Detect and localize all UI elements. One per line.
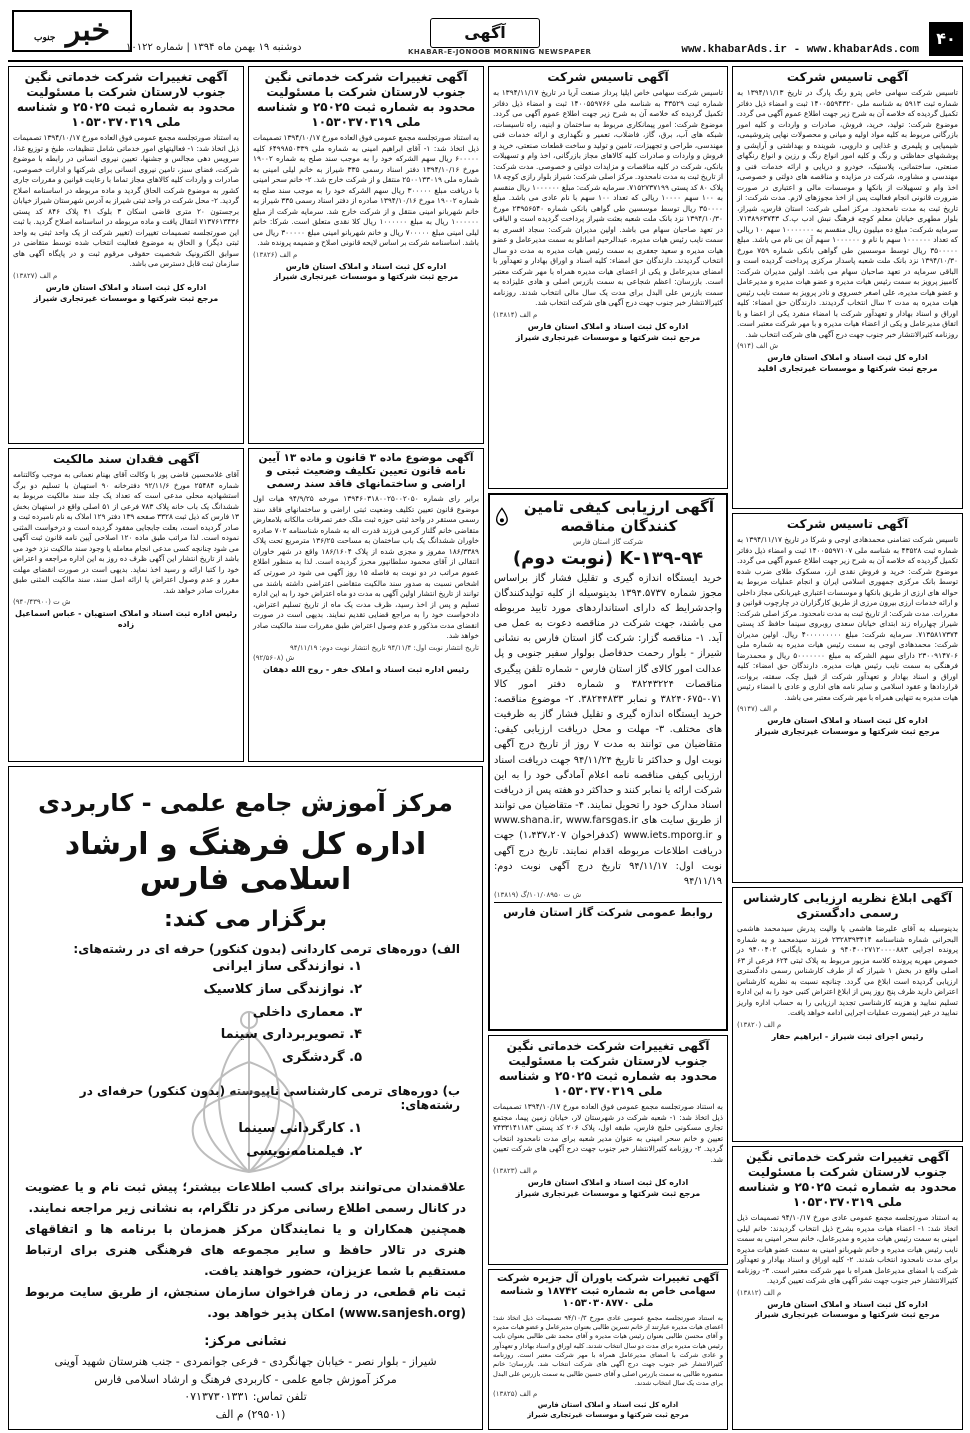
ad-body: خرید ایستگاه اندازه گیری و تقلیل فشار گاز براساس مجوز شماره ۱۳۹۴.۵۷۳۷ بدینوسیله از کلیه تولیدکنندگان واجدشرایط که دارای استانداردهای مورد تایید مربوطه می باشند، جهت شرکت در مناقصه دعوت به عمل می آید. ۱- مناقصه گزار: شرکت گاز استان فارس به نشانی شیراز - بلوار رحمت حدفاصل بولوار سفیر جنوبی و پل عدالت امور کالای گاز استان فارس - شماره تلفن پیگیری مناقصات ۳۸۲۴۳۲۲۴ و شماره دفتر امور کالا ۰۷۱-۳۸۲۴۰۶۷۵ و نمابر ۳۸۲۴۴۸۳۳. ۲- موضوع مناقصه: خرید ایستگاه اندازه گیری و تقلیل فشار گاز به ظرفیت های مختلف. ۳- مهلت و محل دریافت ارزیابی کیفی: متقاضیان می توانند به مدت ۷ روز از تاریخ درج آگهی نوبت اول و حداکثر تا تاریخ ۹۴/۱۱/۲۴ جهت دریافت اسناد ارزیابی کیفی مناقصه نامه اعلام آمادگی خود را به این شرکت ارائه یا نمابر کنند و حداکثر دو هفته پس از دریافت اسناد مدارک خود را تحویل نمایند. ۴- متقاضیان می توانند از طریق سایت های www.shana.ir, www.farsgas.ir و www.iets.mporg.ir (کدفراخوان ۱،۴۳۷،۲۰۷) جهت دریافت اطلاعات مربوطه اقدام نمایند. تاریخ درج آگهی نوبت اول: ۹۴/۱۱/۱۷ تاریخ درج آگهی نوبت دوم: ۹۴/۱۱/۱۹	[494, 572, 723, 887]
masthead	[8, 8, 963, 62]
ad-code: (۱۳۸۲۷) م الف	[13, 271, 58, 280]
ad-company-change-col2	[488, 1035, 728, 1265]
ad-body: تاسیس شرکت سهامی خاص پترو رنگ پارگ در تاریخ ۱۳۹۴/۱۱/۱۳ به شماره ثبت ۵۹۱۳ به شناسه ملی ۱۴۰۰۵۵۹۴۳۲۰ ثبت و امضاء ذیل دفاتر تکمیل گردیده که خلاصه آن به شرح زیر جهت اطلاع عموم آگهی می گردد. موضوع شرکت: تولید، خرید، فروش، صادرات و واردات و کلیه امور بازرگانی مربوط به کلیه مواد اولیه و میانی و محصولات نهایی پتروشیمی، شیمیایی و پلیمری و غذایی و دارویی، شوینده و بهداشتی و آرایشی و پوششهای حفاظتی و رنگ و کلیه امور انواع رنگ و رزین و انواع رنگهای صنعتی، ساختمانی، پلاستیک، خودرو و دریایی و ارائه خدمات فنی و مهندسی و مشاوره، شرکت در مزایده و مناقصه های دولتی و خصوصی، اخذ وام و تسهیلات از بانکها و موسسات مالی و اعتباری در صورت ضرورت قانونی انجام فعالیت پس از اخذ مجوزهای لازم. مدت شرکت: از تاریخ ثبت به مدت نامحدود. مرکز اصلی شرکت: استان فارس، شیراز، بلوار مطهری خیابان معلم کوچه فرهنگ نبش ادب پ.ک ۷۱۳۸۹۶۳۷۴۳. سرمایه شرکت: مبلغ ده میلیون ریال منقسم به ۱۰۰۰۰۰۰۰ سهم ۱۰ ریالی که تعداد ۱۰۰۰۰۰۰ سهم با نام و ۱۰۰۰۰۰۰ سهم آن بی نام می باشد. مبلغ ۳۵۰۰۰۰۰ ریال توسط موسسین طی گواهی بانکی شماره ۷۵۹ مورخ ۱۳۹۴/۱۰/۳۰ نزد بانک ملت شعبه پاسدار مرکزی پرداخت گردیده است و الباقی سرمایه در تعهد صاحبان سهام می باشد. اولین مدیران شرکت: کامبیز پرویز به سمت رئیس هیات مدیره و عضو هیات مدیره و مدیرعامل و عضو هیات مدیره، علی اصغر خسروی و نادر پرویز به سمت نایب رئیس هیات مدیره به مدت ۲ سال انتخاب گردیدند. دارندگان حق امضاء: کلیه اوراق و اسناد بهادار و تعهدآور شرکت با امضاء منفرد یکی از اعضا و با اتفاق مدیرعامل و یکی از اعضاء هیات مدیره و با مهر شرکت معتبر است. روزنامه کثیرالانتشار خبر جنوب جهت درج آگهی های شرکت انتخاب شد.	[737, 88, 959, 339]
info-paragraph-1: علاقمندان می‌توانند برای کسب اطلاعات بیشتر؛ پیش ثبت نام و یا عضویت در کانال رسمی اطلاع رسانی مرکز در تلگرام، به نشانی زیر مراجعه نمایند.	[25, 1180, 466, 1216]
list-item: ۴. تصویربرداری سینما	[220, 1027, 362, 1043]
ad-code: (۱۳۸۲۵) م الف	[493, 1390, 538, 1399]
ad-signature: رئیس اداره ثبت اسناد و املاک خفر - روح الله دهقان	[263, 664, 469, 674]
ad-body: تاسیس شرکت تضامنی محمدهادی اوجی و شرکا در تاریخ ۱۳۹۴/۱۱/۱۷ به شماره ثبت ۴۳۵۲۸ به شناسه ملی ۱۴۰۰۵۵۹۷۱۰۷ ثبت و امضاء ذیل دفاتر تکمیل گردیده که خلاصه آن به شرح زیر جهت اطلاع عموم آگهی می گردد. موضوع شرکت: خرید و فروش نقدی ارز، مسکوک طلای ضرب شده توسط بانک مرکزی جمهوری اسلامی ایران و انجام عملیات مربوط به حواله های ارزی از طریق بانکها و موسسات اعتباری غیربانکی مجاز داخلی و ارائه خدمات ارزی بیرون مرزی از طریق کارگزاران در چارچوب قوانین و مقررات. مدت شرکت: از تاریخ ثبت به مدت نامحدود. مرکز اصلی شرکت: شیراز چهارراه زند ابتدای خیابان سعدی روبروی سینما حافظ کد پستی ۷۱۳۵۸۱۷۳۷۴. سرمایه شرکت: مبلغ ۴۰۰۰۰۰۰۰۰۰ ریال. اولین مدیران شرکت: محمدهادی اوجی به سمت رئیس هیات مدیره به شماره ملی ۲۳۰۰۹۱۴۷۰۶ دارای سهم الشرکه به مبلغ ۵۰۰۰۰۰۰۰ ریال و محمدرضا فرهنگی به سمت نایب رئیس هیات مدیره. دارندگان حق امضاء: کلیه اوراق و اسناد بهادار و تعهدآور شرکت از قبیل چک، سفته، بروات، قراردادها و عقود اسلامی و سایر نامه های اداری و عادی با امضاء رئیس هیات مدیره به تنهایی همراه با مهر شرکت معتبر می باشد.	[737, 535, 959, 702]
ad-signature: اداره کل ثبت اسناد و املاک استان فارس مرجع ثبت شرکتها و موسسات غیرتجاری شیراز	[515, 321, 701, 342]
gas-logo-row	[494, 498, 722, 536]
newspaper-logo	[12, 10, 132, 52]
ad-body: به استناد صورتجلسه مجمع عمومی فوق العاده مورخ ۱۳۹۴/۱۰/۱۷ تصمیمات ذیل اتخاذ شد: ۱- آقای ابراهیم امینی به شماره ملی ۶۴۹۹۸۵۰۳۳۹ کلیه ۶۰۰۰۰۰ ریال سهم الشرکه خود را به موجب سند صلح به شماره ۱۹۰۰۲ مورخ ۱۳۹۴/۱۰/۱۶ دفتر اسناد رسمی ۳۳۵ شیراز به خانم لیلی امینی به شماره ملی ۲۵۰۰۱۳۳۰۱۹ منتقل و از شرکت خارج شد. ۲- خانم سحر امینی با دریافت مبلغ ۳۰۰۰۰۰ ریال سهم الشرکه خود را به موجب سند صلح به شماره ۱۹۰۰۲ مورخ ۱۳۹۴/۱۰/۱۶ صادره از دفتر اسناد رسمی ۳۳۵ شیراز به خانم شهربانو امینی منتقل و از شرکت خارج شد. سرمایه شرکت از مبلغ ۱۰۰۰۰۰۰ ریال به مبلغ ۱۰۰۰۰۰۰ ریال کلا نقدی متعلق است. شرکا: خانم لیلی امینی مبلغ ۷۰۰۰۰۰ ریال و خانم شهربانو امینی مبلغ ۳۰۰۰۰۰ ریال می باشد. اساسنامه شرکت بر اساس لایحه قانونی اصلاح و ضمیمه پرونده شد.	[253, 133, 480, 248]
ad-body: بدینوسیله به آقای علیرضا هاشمی یا والیت پدرش سیدمحمد هاشمی البحرانی شماره شناسنامه ۲۳۲۸۳۹۳۴۱۴ فرزند سیدمحمد و به شماره پرونده اجرایی ۹۴۰۴۰۰۲۷۱۲۰۰۰۰۸۸۳ و شماره بایگانی ۹۴۰۰۴۰۲ در خصوص مهریه پرونده کلاسه مزبور مربوط به پلاک ثبتی ۶۲۴ فرعی از ۶۳ اصلی واقع در بخش ۱ شیراز که از طرف کارشناس رسمی دادگستری ارزیابی گردیده است ابلاغ می گردد. چنانچه نسبت به نظریه کارشناس اعتراض دارید ظرف پنج روز پس از ابلاغ اعتراض کتبی خود را به این اداره تسلیم نمایید و هزینه کارشناسی تجدید ارزیابی را به حساب اداره واریز نمایید در غیر اینصورت عملیات اجرایی ادامه خواهد یافت.	[737, 924, 959, 1018]
issue-date: دوشنبه ۱۹ بهمن ماه ۱۳۹۴ | شماره ۱۰۱۲۲	[126, 42, 302, 53]
ad-signature: اداره کل ثبت اسناد و املاک استان فارس مرجع ثبت شرکتها و موسسات غیرتجاری شیراز	[515, 1178, 701, 1198]
address-title: نشانی مرکز:	[204, 1334, 287, 1350]
page-number: ۴۰	[929, 22, 963, 56]
ad-code: (۹۱۴۷) م الف	[737, 705, 778, 714]
ad-body: به استناد صورتجلسه مجمع عمومی فوق العاده مورخ ۱۳۹۴/۱۰/۱۷ تصمیمات ذیل اتخاذ شد: ۱- فعالیتهای امور خدماتی شامل تنظیفات، طبخ و توزیع غذا، سرویس دهی مجالس و جشنها، تعیین نیروی انسانی در رابطه با موضوع شرکت، فضای سبز، تامین نیروی انسانی برای شرکتها و ادارات خصوصی، صادرات و واردات کلیه کالاهای مجاز تماما با رعایت قوانین و مقررات جاری کشور به موضوع شرکت الحاق گردید و ماده مربوطه در اساسنامه اصلاح گردید. ۲- محل شرکت در واحد ثبتی شیراز به آدرس شهرستان شیراز خیابان برجستون ۲۰ متری قاضی اسکان ۳ بلوک ۴۱ پلاک ۸۴۶ کد پستی ۷۱۳۷۶۱۳۴۳۶ انتقال یافت و ماده مربوطه در اساسنامه اصلاح گردید. با ثبت این صورتجلسه تصمیمات تغییرات (تغییر شرکت از یک واحد ثبتی به واحد ثبتی دیگر) و الحاق به موضوع فعالیت انتخاب شده توسط متقاضی در سوابق الکترونیک شخصیت حقوقی مرقوم ثبت و در پایگاه آگهی های سازمان ثبت قابل دسترس می باشد.	[13, 133, 239, 269]
gas-org: شرکت گاز استان فارس	[572, 537, 644, 546]
address-line: شیراز - بلوار نصر - خیابان جهانگردی - فرعی جوانمردی - جنب هنرستان شهید آوینی	[54, 1355, 437, 1369]
center-name: مرکز آموزش جامع علمی - کاربردی	[38, 789, 453, 817]
ad-lost-deed	[8, 448, 244, 762]
ad-code: (۹۲/۵۶۰۸) ش	[253, 653, 295, 662]
ad-code: (۲۹۵۰۱) م الف	[215, 1407, 286, 1421]
ad-title: آگهی ارزیابی کیفی تامین کنندگان مناقصه	[523, 498, 714, 535]
ad-company-change-col3	[248, 66, 484, 444]
ad-title: آگهی تغییرات شرکت خدماتی نگین جنوب لارستان شرکت با مسئولیت محدود به شماره ثبت ۲۵۰۲۵ و شناسه ملی ۱۰۵۳۰۳۷۰۳۱۹	[738, 1150, 957, 1209]
list-item: ۲. نوازندگی ساز کلاسیک	[203, 981, 362, 997]
ad-title: آگهی فقدان سند مالکیت	[52, 452, 200, 466]
ad-body: برابر رای شماره ۱۳۹۴۶۰۳۱۸۰۰۲۵۰۰۲۰۵۰ مورخه ۹۴/۹/۲۵ هیات اول موضوع قانون تعیین تکلیف وضعیت ثبتی اراضی و ساختمانهای فاقد سند رسمی مستقر در واحد ثبتی حوزه ثبت ملک خفر تصرفات مالکانه بلامعارض متقاضی خانم گلنار کرمی فرزند قدرت اله به شماره شناسنامه ۷۰۲ صادره خاوران ششدانگ یک باب ساختمان به مساحت ۱۳۶/۲۵ مترمربع تحت پلاک ۱۸۶/۳۳۸۹ مفروز و مجزی شده از پلاک ۱۸۶/۱۶۰۴ واقع در شهر خاوران انتقالی از آقای محمود سلطانپور محرز گردیده است. لذا به منظور اطلاع عموم مراتب در دو نوبت به فاصله ۱۵ روز آگهی می شود در صورتی که اشخاص نسبت به صدور سند مالکیت متقاضی اعتراضی داشته باشند می توانند از تاریخ انتشار اولین آگهی به مدت دو ماه اعتراض خود را به این اداره تسلیم و پس از اخذ رسید، ظرف مدت یک ماه از تاریخ تسلیم اعتراض، دادخواست خود را به مراجع قضایی تقدیم نمایند. بدیهی است در صورت انقضای مدت مذکور و عدم وصول اعتراض طبق مقررات سند مالکیت صادر خواهد شد.	[253, 494, 480, 641]
ad-code: (۹۱۴) ش الف	[737, 342, 779, 351]
address-block	[9, 1332, 482, 1423]
info-paragraph-2: همچنین همکاران و یا نمایندگان مرکز همزمان با برنامه ها و اتفاقهای هنری در تالار حافظ و سایر مجموعه های فرهنگی هنری برای ارتباط مستقیم با شما عزیزان، حضور خواهند یافت.	[25, 1222, 466, 1279]
ad-signature: روابط عمومی شرکت گاز استان فارس	[494, 902, 722, 921]
ad-title: آگهی تغییرات شرکت خدماتی نگین جنوب لارستان شرکت با مسئولیت محدود به شماره ثبت ۲۵۰۲۵ و شناسه ملی ۱۰۵۳۰۳۷۰۳۱۹	[16, 70, 236, 129]
ad-body: تاسیس شرکت سهامی خاص ایلیا پرداز صنعت آریا در تاریخ ۱۳۹۴/۱۱/۱۷ به شماره ثبت ۴۳۵۲۹ به شناسه ملی ۱۴۰۰۵۵۹۷۶۶ ثبت و امضاء ذیل دفاتر تکمیل گردیده که خلاصه آن به شرح زیر جهت اطلاع عموم آگهی می گردد. موضوع شرکت: امور پیمانکاری مربوط به ساختمان و ابنیه، راه تاسیسات، شبکه های آب، برق، گاز، فاضلاب، تعمیر و نگهداری و ارائه خدمات فنی مهندسی، طراحی و تجهیزات، تامین و تولید و ساخت قطعات صنعتی، خرید و فروش و واردات و صادرات کلیه کالاهای مجاز بازرگانی، اخذ وام و تسهیلات بانکی، شرکت در کلیه مناقصات و مزایدات دولتی و خصوصی. مدت شرکت: از تاریخ ثبت به مدت نامحدود. مرکز اصلی شرکت: شیراز بلوار رازی کوچه ۱۸ پلاک ۸۰ کد پستی ۷۱۵۲۷۳۷۱۹۹. سرمایه شرکت: مبلغ ۱۰۰۰۰۰۰ ریال منقسم به ۱۰۰ سهم ۱۰۰۰۰ ریالی که تعداد ۱۰۰ سهم با نام عادی می باشد. مبلغ ۳۵۰۰۰۰ ریال توسط موسسین طی گواهی بانکی شماره ۲۳۹۵۶۵۴۰ مورخ ۱۳۹۴/۱۰/۳۰ نزد بانک ملت شعبه بعثت شیراز پرداخت گردیده است و الباقی در تعهد صاحبان سهام می باشد. اولین مدیران شرکت: سجاد افسری به سمت نایب رئیس هیات مدیره، عبدالرحیم اصانلو به سمت مدیرعامل و عضو هیات مدیره و سعید جعفری به سمت رئیس هیات مدیره به مدت دو سال انتخاب گردیدند. دارندگان حق امضاء: کلیه اسناد و اوراق بهادار و تعهدآور با امضای مدیرعامل و یکی از اعضای هیات مدیره همراه با مهر شرکت معتبر است. بازرسان: اعظم شجاعی به سمت بازرس اصلی و هادی علیزاده به سمت بازرس علی البدل برای مدت یک سال مالی انتخاب شدند. روزنامه کثیرالانتشار خبر جنوب جهت درج آگهی های شرکت انتخاب شد.	[493, 88, 724, 308]
ad-title: آگهی تغییرات شرکت خدماتی نگین جنوب لارستان شرکت با مسئولیت محدود به شماره ثبت ۲۵۰۲۵ و شناسه ملی ۱۰۵۳۰۳۷۰۳۱۹	[256, 70, 476, 129]
ad-gas-tender	[488, 493, 728, 1031]
phone-number: تلفن تماس: ۰۷۱۳۷۳۰۱۳۳۱	[184, 1390, 307, 1404]
ad-code: (۱۳۸۱۲) م الف	[737, 1288, 782, 1297]
address-line-2: مرکز آموزش جامع علمی - کاربردی فرهنگ و ارشاد اسلامی فارس	[94, 1372, 397, 1386]
newspaper-english-name: KHABAR-E-JONOOB MORNING NEWSPAPER	[408, 48, 592, 56]
ad-body: به استناد صورتجلسه مجمع عمومی عادی مورخ ۹۴/۱۰/۱۷ تصمیمات ذیل اتخاذ شد: ۱- اعضاء هیات مدیره بشرح ذیل انتخاب گردیدند: خانم لیلی امینی به سمت رئیس هیات مدیره و مدیرعامل، خانم سحر امینی به سمت نایب رئیس هیات مدیره و خانم شهربانو امینی به سمت عضو هیات مدیره برای مدت نامحدود انتخاب شدند. ۲- کلیه اوراق و اسناد بهادار و تعهدآور شرکت با امضای مدیرعامل همراه با مهر شرکت معتبر است. ۳- روزنامه کثیرالانتشار خبر جنوب جهت نشر آگهی های شرکت تعیین گردید.	[737, 1213, 958, 1286]
ad-signature: اداره کل ثبت اسناد و املاک استان فارس مرجع ثبت شرکتها و موسسات غیرتجاری شیراز	[33, 282, 219, 303]
website-link[interactable]: www.khabarAds.ir - www.khabarAds.com	[681, 44, 919, 56]
logo-text: خبر	[65, 13, 110, 48]
ad-title: آگهی تاسیس شرکت	[786, 70, 909, 84]
ad-signature: اداره کل ثبت اسناد و املاک استان فارس مرجع ثبت شرکتها و موسسات غیرتجاری شیراز	[755, 716, 940, 737]
group-b-heading: ب) دوره‌های ترمی کارشناسی ناپیوسته (بدون کنکور) حرفه‌ای در رشته‌های:	[79, 1083, 460, 1112]
ad-company-founding-3	[488, 66, 728, 489]
ad-signature: اداره کل ثبت اسناد و املاک استان فارس مرجع ثبت شرکتها و موسسات غیرتجاری شیراز	[755, 1299, 940, 1320]
group-b-list	[9, 1118, 482, 1164]
logo-sub: جنوب	[33, 33, 56, 43]
ad-signature: رئیس اجرای ثبت شیراز - ابراهیم حفار	[771, 1031, 924, 1041]
ad-expert-notice	[732, 887, 963, 1142]
ad-body: آقای غلامحسین قاضی پور با وکالت آقای بهنام نعمانی به موجب وکالتنامه شماره ۲۵۴۸۴ مورخ ۹۲/۱۱/۶ دفترخانه ۹۰ استهبان با تسلیم دو برگ استشهادیه محلی مدعی است که تعداد یک جلد سند مالکیت مربوط به ششدانگ یک باب خانه پلاک ۷۸۳ فرعی از ۵۱ اصلی واقع در استهبان بخش ۱۳ فارس که ذیل ثبت ۳۳۲۸ صفحه ۱۳۹ دفتر ۱۲۹ املاک به نام نامبرده ثبت و صادر گردیده است، بعلت جابجایی مفقود گردیده است و درخواست المثنی نموده است. لذا مراتب طبق ماده ۱۲۰ اصلاحی آیین نامه قانون ثبت آگهی می شود چنانچه کسی مدعی انجام معامله یا وجود سند مالکیت نزد خود می باشد از تاریخ انتشار این آگهی ظرف ده روز به این اداره مراجعه و اعتراض خود را کتبا ارائه و رسید اخذ نماید. بدیهی است در صورت انقضای مهلت مقرر و عدم وصول اعتراض یا ارائه اصل سند، سند مالکیت المثنی طبق مقررات صادر خواهد شد.	[13, 470, 240, 595]
ad-yavaran-change	[488, 1269, 728, 1430]
ad-title: آگهی تغییرات شرکت خدماتی نگین جنوب لارستان شرکت با مسئولیت محدود به شماره ثبت ۲۵۰۲۵ و شناسه ملی ۱۰۵۳۰۳۷۰۳۱۹	[498, 1039, 718, 1098]
section-title: آگهی	[430, 18, 540, 48]
ad-code: (۱۳۸۲۶) م الف	[253, 250, 298, 259]
info-paragraph-3: ثبت نام قطعی، در زمان فراخوان سازمان سنجش، از طریق سایت مربوط (www.sanjesh.org) امکان پذیر خواهد بود.	[25, 1285, 466, 1321]
ad-code: (۱۳۸۱۹) ش ت ۱۰۱/۰۸۹۵۰/گ	[494, 891, 582, 900]
ad-signature: اداره کل ثبت اسناد و املاک استان فارس مرجع ثبت شرکتها و موسسات غیرتجاری اقلید	[757, 353, 938, 374]
ad-education-center	[8, 766, 483, 1430]
ad-code: (۱۳۸۲۰) م الف	[737, 1020, 782, 1029]
ad-code: (۹۴۰/۴۳۹۰۰) ش ت	[13, 598, 71, 607]
list-item: ۳. معماری داخلی	[252, 1004, 362, 1020]
ad-title: آگهی تاسیس شرکت	[547, 70, 669, 84]
ad-company-change-col4	[8, 66, 244, 444]
group-a-heading: الف) دوره‌های ترمی کاردانی (بدون کنکور) حرفه ای در رشته‌های:	[73, 942, 460, 956]
org-name: اداره کل فرهنگ و ارشاد اسلامی فارس	[64, 827, 427, 897]
ad-signature: اداره کل ثبت اسناد و املاک استان فارس مرجع ثبت شرکتها و موسسات غیرتجاری شیراز	[527, 1401, 689, 1419]
ad-body: به استناد صورتجلسه مجمع عمومی عادی مورخ ۹۴/۱۰/۳ تصمیمات ذیل اتخاذ شد: اعضای هیات مدیره عبارتند از خانم نسرین طالبی بعنوان مدیرعامل و عضو هیات مدیره و آقای محسن طالبی بعنوان رئیس هیات مدیره و آقای محمد تقی طالبی بعنوان نایب رئیس هیات مدیره برای مدت دو سال انتخاب شدند. کلیه اوراق و اسناد بهادار و تعهدآور و عادی شرکت با امضای مدیرعامل همراه با مهر شرکت معتبر است. روزنامه کثیرالانتشار خبر جنوب جهت درج آگهی های شرکت انتخاب شد. بازرسان: خانم منصوره طالبی به سمت بازرس اصلی و آقای حسین طالبی به سمت بازرس علی البدل برای مدت یک سال انتخاب شدند.	[493, 1313, 723, 1388]
tender-number: ۱۳۹-۹۴-K (نوبت دوم)	[512, 547, 704, 569]
ad-dates: تاریخ انتشار نوبت اول: ۹۴/۱۱/۴ تاریخ انتشار نوبت دوم: ۹۴/۱۱/۱۹	[290, 643, 479, 652]
ad-title: آگهی ابلاغ نظریه ارزیابی کارشناس رسمی دادگستری	[743, 891, 952, 920]
ad-signature: اداره کل ثبت اسناد و املاک استان فارس مرجع ثبت شرکتها و موسسات غیرتجاری شیراز	[273, 261, 459, 282]
ad-signature: رئیس اداره ثبت اسناد و املاک استهبان - عباس اسماعیل زاده	[14, 609, 238, 629]
ad-title: آگهی تغییرات شرکت یاوران آل جزیره شرکت سهامی خاص به شماره ثبت ۱۸۷۴۲ و شناسه ملی ۱۰۵۳۰۳۰۸۷۷۰	[497, 1273, 719, 1309]
ad-company-founding-1	[732, 66, 963, 509]
list-item: ۱. کارگردانی سینما	[238, 1120, 362, 1136]
holds-text: برگزار می کند:	[163, 907, 328, 932]
ad-company-founding-2	[732, 513, 963, 883]
ad-title: آگهی تاسیس شرکت	[786, 517, 909, 531]
list-item: ۵. گردشگری	[281, 1050, 362, 1065]
ad-body: به استناد صورتجلسه مجمع عمومی فوق العاده مورخ ۱۳۹۴/۱۰/۱۷ تصمیمات ذیل اتخاذ شد: ۱- شعبه شرکت در شهرستان لار، خیابان زمین پیما، مجتمع تجاری مسکونی خلیج فارس، طبقه اول، پلاک ۲۰۶ کد پستی ۷۴۳۳۱۴۱۱۸۳ تعیین و خانم سحر امینی به عنوان مدیر شعبه برای مدت نامحدود انتخاب گردید. ۲- روزنامه کثیرالانتشار خبر جنوب جهت درج آگهی های شرکت تعیین شد.	[493, 1102, 723, 1164]
ad-code: (۱۳۸۱۴) م الف	[493, 310, 538, 319]
ad-code: (۱۳۸۲۳) م الف	[493, 1167, 538, 1176]
ad-company-change-col1	[732, 1146, 963, 1430]
ad-land-title-notice	[248, 448, 484, 762]
group-a-list	[9, 956, 482, 1070]
list-item: ۱. نوازندگی ساز ایرانی	[212, 959, 362, 974]
ad-title: آگهی موضوع ماده ۳ قانون و ماده ۱۳ آیین نامه قانون تعیین تکلیف وضعیت ثبتی و اراضی و ساختمانهای فاقد سند رسمی	[258, 452, 474, 491]
list-item: ۲. فیلمنامه‌نویسی	[246, 1143, 362, 1159]
gas-flame-icon	[494, 502, 510, 532]
